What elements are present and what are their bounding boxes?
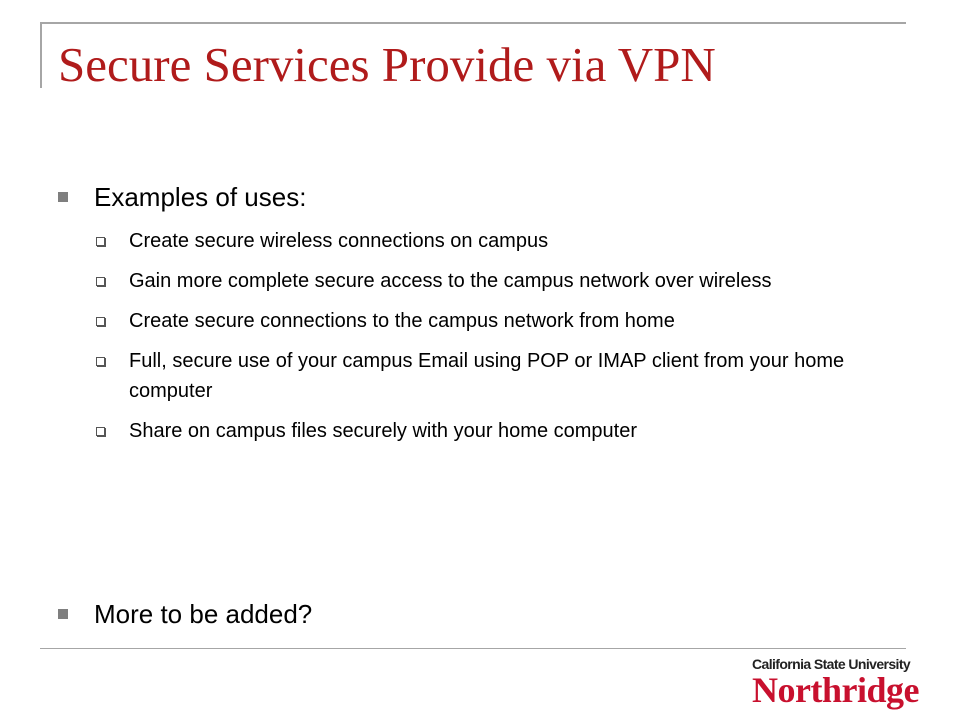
hollow-square-bullet-icon [96,357,105,366]
slide-title: Secure Services Provide via VPN [58,37,716,92]
list-item [94,416,894,446]
list-item-text: Share on campus files securely with your home computer [129,420,638,442]
bullet-more-to-be-added: More to be added? [94,599,313,629]
list-item-text: Create secure wireless connections on campus [129,230,549,252]
hollow-square-bullet-icon [96,237,105,246]
square-bullet-icon [58,192,68,202]
logo-university-name: California State University [752,656,911,672]
slide-frame-top-border [40,22,906,24]
list-item [94,346,894,406]
list-item [94,306,894,336]
list-item-text: Gain more complete secure access to the campus network over wireless [129,270,772,292]
slide-frame-left-border [40,22,42,88]
list-item-text: Create secure connections to the campus network from home [129,310,675,332]
list-item-text: Full, secure use of your campus Email using POP or IMAP client from your home computer [129,350,845,402]
hollow-square-bullet-icon [96,277,105,286]
logo-campus-name: Northridge [752,670,919,710]
hollow-square-bullet-icon [96,317,105,326]
bullet-examples-of-uses: Examples of uses: [94,182,307,212]
csun-logo [752,656,919,710]
examples-sublist [94,226,894,456]
list-item [94,266,894,296]
hollow-square-bullet-icon [96,427,105,436]
slide-frame-bottom-border [40,648,906,649]
square-bullet-icon [58,609,68,619]
list-item [94,226,894,256]
